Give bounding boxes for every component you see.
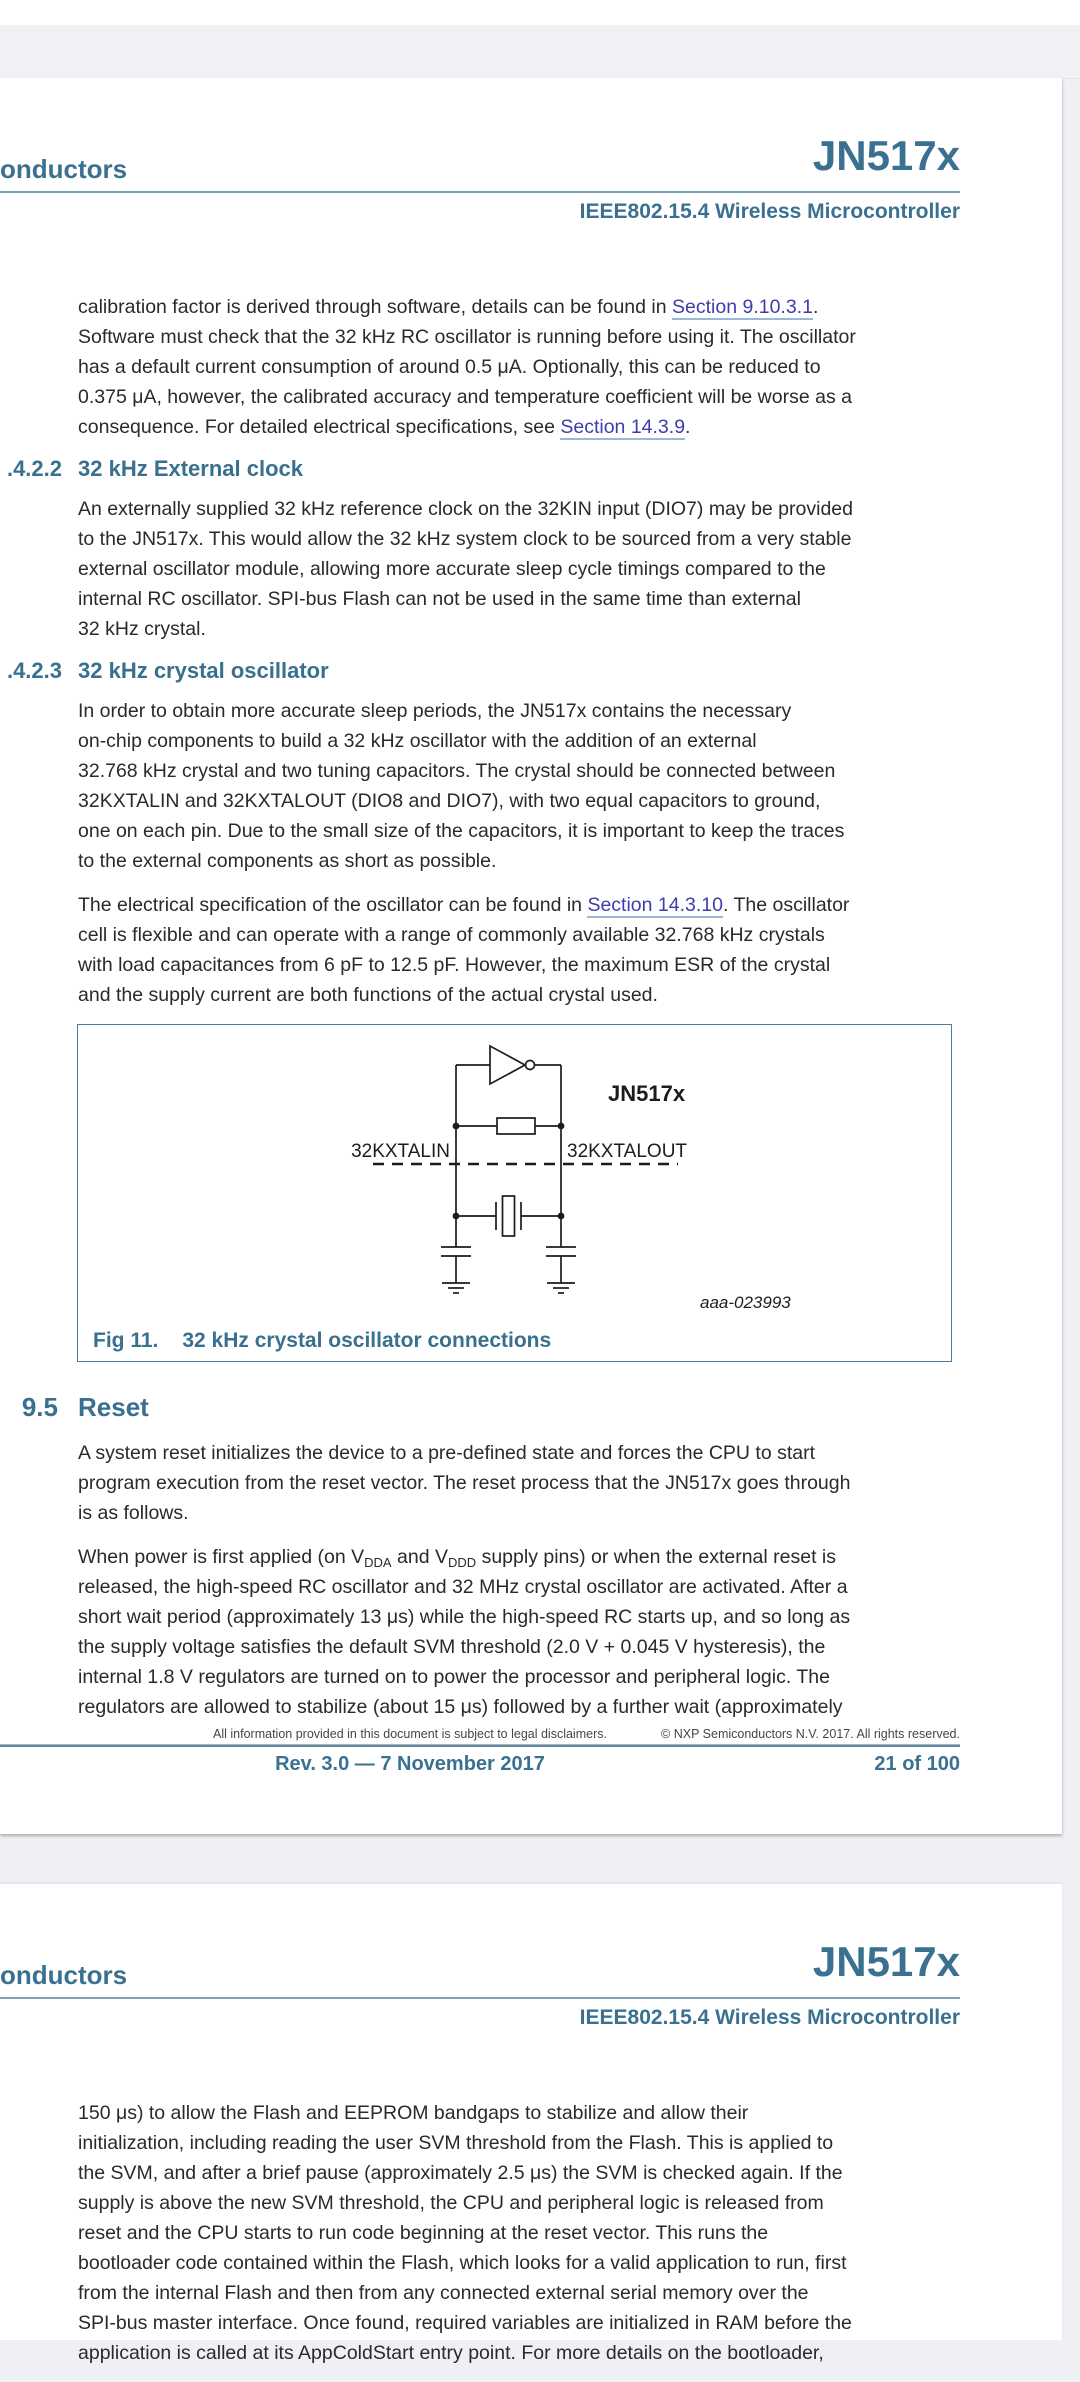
text-line xyxy=(78,816,960,846)
text-line xyxy=(78,1468,960,1498)
text-run: In order to obtain more accurate sleep periods, the JN517x contains the necessary xyxy=(78,700,792,722)
text-run: the SVM, and after a brief pause (approximately 2.5 μs) the SVM is checked again. If the xyxy=(78,2162,843,2184)
pin-label-32kxtalin: 32KXTALIN xyxy=(351,1141,450,1162)
figure-caption-text: 32 kHz crystal oscillator connections xyxy=(182,1329,552,1352)
text-line xyxy=(78,846,960,876)
section-heading-text: 32 kHz crystal oscillator xyxy=(78,658,329,683)
text-run: released, the high-speed RC oscillator and 32 MHz crystal oscillator are activated. After a xyxy=(78,1576,848,1598)
copyright-text: © NXP Semiconductors N.V. 2017. All rights reserved. xyxy=(661,1727,960,1741)
text-run: internal RC oscillator. SPI-bus Flash can not be used in the same time than external xyxy=(78,588,801,610)
viewer-toolbar-strip xyxy=(0,25,1080,79)
text-run: A system reset initializes the device to a pre-defined state and forces the CPU to start xyxy=(78,1442,816,1464)
text-line xyxy=(78,352,960,382)
paragraph xyxy=(78,2098,960,2368)
section-number: .4.2.3 xyxy=(6,658,62,683)
page-header xyxy=(0,78,960,228)
text-run: external oscillator module, allowing more accurate sleep cycle timings compared to the xyxy=(78,558,826,580)
text-line xyxy=(78,382,960,412)
page-1 xyxy=(0,78,1062,1834)
text-run: reset and the CPU starts to run code beginning at the reset vector. This runs the xyxy=(78,2222,769,2244)
text-line xyxy=(78,890,960,920)
text-line xyxy=(78,584,960,614)
text-run: from the internal Flash and then from any connected external serial memory over the xyxy=(78,2282,809,2304)
text-run: short wait period (approximately 13 μs) while the high-speed RC starts up, and so long as xyxy=(78,1606,851,1628)
page-1-body xyxy=(6,292,960,1736)
section-heading-text: 32 kHz External clock xyxy=(78,456,304,481)
paragraph xyxy=(78,1542,960,1722)
status-bar-strip xyxy=(0,0,1080,25)
text-line xyxy=(78,786,960,816)
text-run: 32 kHz crystal. xyxy=(78,618,206,640)
document-subtitle: IEEE802.15.4 Wireless Microcontroller xyxy=(579,2006,960,2029)
body-flow-before-figure xyxy=(6,292,960,1010)
inverter-symbol xyxy=(456,1046,561,1084)
text-line xyxy=(78,1498,960,1528)
paragraph xyxy=(78,494,960,644)
text-line xyxy=(78,2218,960,2248)
paragraph xyxy=(78,890,960,1010)
text-line xyxy=(78,554,960,584)
text-line xyxy=(78,1438,960,1468)
figure-caption xyxy=(93,1329,551,1353)
text-run: the supply voltage satisfies the default SVM threshold (2.0 V + 0.045 V hysteresis), the xyxy=(78,1636,826,1658)
text-run: . The oscillator xyxy=(722,894,850,916)
text-line xyxy=(78,2278,960,2308)
text-line xyxy=(78,756,960,786)
text-line xyxy=(78,920,960,950)
header-rule xyxy=(0,191,960,193)
section-cross-reference-link[interactable]: Section 14.3.9 xyxy=(560,416,686,438)
page-header xyxy=(0,1884,960,2034)
text-run: The electrical specification of the oscillator can be found in xyxy=(78,894,588,916)
text-run: 150 μs) to allow the Flash and EEPROM bandgaps to stabilize and allow their xyxy=(78,2102,749,2124)
paragraph xyxy=(78,292,960,442)
resistor-symbol xyxy=(456,1118,561,1134)
text-run: application is called at its AppColdStart entry point. For more details on the bootloader, xyxy=(78,2342,824,2364)
crystal-symbol xyxy=(456,1196,561,1236)
capacitor-symbol-left xyxy=(441,1247,471,1283)
junction-dots xyxy=(453,1123,565,1220)
figure-11-box xyxy=(77,1024,952,1362)
section-cross-reference-link[interactable]: Section 9.10.3.1 xyxy=(672,296,813,318)
text-line xyxy=(78,1632,960,1662)
text-run: 32KXTALIN and 32KXTALOUT (DIO8 and DIO7), with two equal capacitors to ground, xyxy=(78,790,821,812)
section-number: 9.5 xyxy=(21,1392,58,1422)
page-footer xyxy=(0,1727,960,1787)
text-run: internal 1.8 V regulators are turned on to power the processor and peripheral logic. The xyxy=(78,1666,830,1688)
subscript-text: DDD xyxy=(447,1555,477,1570)
text-line xyxy=(78,2248,960,2278)
text-run: consequence. For detailed electrical specifications, see xyxy=(78,416,561,438)
text-line xyxy=(78,412,960,442)
text-run: regulators are allowed to stabilize (about 15 μs) followed by a further wait (approximately xyxy=(78,1696,843,1718)
text-run: SPI-bus master interface. Once found, required variables are initialized in RAM before the xyxy=(78,2312,852,2334)
text-line xyxy=(78,1662,960,1692)
text-run: When power is first applied (on V xyxy=(78,1546,365,1568)
text-run: cell is flexible and can operate with a range of commonly available 32.768 kHz crystals xyxy=(78,924,825,946)
paragraph xyxy=(78,1438,960,1528)
text-line xyxy=(78,524,960,554)
body-flow-page-2 xyxy=(78,2098,960,2368)
ground-symbol-right xyxy=(547,1283,575,1293)
text-line xyxy=(78,2158,960,2188)
header-rule xyxy=(0,1997,960,1999)
document-title: JN517x xyxy=(812,1938,960,1985)
company-name-fragment: onductors xyxy=(0,154,128,184)
text-run: An externally supplied 32 kHz reference clock on the 32KIN input (DIO7) may be provided xyxy=(78,498,853,520)
text-run: is as follows. xyxy=(78,1502,189,1524)
text-line xyxy=(78,292,960,322)
page-2 xyxy=(0,1884,1062,2364)
body-flow-after-figure xyxy=(21,1392,960,1722)
text-line xyxy=(78,2098,960,2128)
text-line xyxy=(78,1692,960,1722)
chip-label: JN517x xyxy=(608,1081,686,1106)
text-run: has a default current consumption of around 0.5 μA. Optionally, this can be reduced to xyxy=(78,356,821,378)
text-run: program execution from the reset vector. The reset process that the JN517x goes through xyxy=(78,1472,851,1494)
paragraph xyxy=(78,696,960,876)
text-run: . xyxy=(685,416,691,438)
text-line xyxy=(78,696,960,726)
text-line xyxy=(78,1572,960,1602)
section-heading-text: Reset xyxy=(78,1392,149,1422)
section-cross-reference-link[interactable]: Section 14.3.10 xyxy=(587,894,723,916)
document-title: JN517x xyxy=(812,132,960,179)
text-run: bootloader code contained within the Flash, which looks for a valid application to run, first xyxy=(78,2252,847,2274)
text-run: Software must check that the 32 kHz RC oscillator is running before using it. The oscillator xyxy=(78,326,856,348)
text-line xyxy=(78,980,960,1010)
company-name-fragment: onductors xyxy=(0,1960,128,1990)
section-heading xyxy=(6,658,960,684)
text-line xyxy=(78,2188,960,2218)
text-line xyxy=(78,1542,960,1572)
text-line xyxy=(78,950,960,980)
section-heading xyxy=(21,1392,960,1422)
capacitor-symbol-right xyxy=(546,1247,576,1283)
subscript-text: DDA xyxy=(364,1555,392,1570)
document-subtitle: IEEE802.15.4 Wireless Microcontroller xyxy=(579,200,960,223)
legal-disclaimer-text: All information provided in this document is subject to legal disclaimers. xyxy=(213,1727,607,1741)
text-run: to the JN517x. This would allow the 32 kHz system clock to be sourced from a very stable xyxy=(78,528,852,550)
text-line xyxy=(78,1602,960,1632)
text-run: initialization, including reading the user SVM threshold from the Flash. This is applied to xyxy=(78,2132,834,2154)
footer-revision: Rev. 3.0 — 7 November 2017 xyxy=(275,1753,545,1775)
text-run: 32.768 kHz crystal and two tuning capacitors. The crystal should be connected between xyxy=(78,760,836,782)
ground-symbol-left xyxy=(442,1283,470,1293)
text-line xyxy=(78,322,960,352)
text-run: and V xyxy=(391,1546,448,1568)
text-run: supply is above the new SVM threshold, the CPU and peripheral logic is released from xyxy=(78,2192,824,2214)
text-run: with load capacitances from 6 pF to 12.5 pF. However, the maximum ESR of the crystal xyxy=(78,954,831,976)
text-line xyxy=(78,2128,960,2158)
text-line xyxy=(78,614,960,644)
text-run: to the external components as short as possible. xyxy=(78,850,497,872)
section-number: .4.2.2 xyxy=(6,456,62,481)
text-run: supply pins) or when the external reset is xyxy=(476,1546,837,1568)
text-run: one on each pin. Due to the small size of the capacitors, it is important to keep the traces xyxy=(78,820,845,842)
footer-page-number: 21 of 100 xyxy=(874,1753,960,1775)
text-line xyxy=(78,494,960,524)
figure-reference-code: aaa-023993 xyxy=(700,1293,791,1312)
pin-label-32kxtalout: 32KXTALOUT xyxy=(567,1141,688,1162)
text-run: 0.375 μA, however, the calibrated accuracy and temperature coefficient will be worse as a xyxy=(78,386,852,408)
text-line xyxy=(78,2308,960,2338)
section-heading xyxy=(6,456,960,482)
text-line xyxy=(78,2338,960,2368)
text-run: calibration factor is derived through software, details can be found in xyxy=(78,296,673,318)
text-line xyxy=(78,726,960,756)
text-run: and the supply current are both functions of the actual crystal used. xyxy=(78,984,658,1006)
page-2-body xyxy=(78,2098,960,2382)
text-run: on-chip components to build a 32 kHz oscillator with the addition of an external xyxy=(78,730,757,752)
figure-number: Fig 11. xyxy=(93,1329,159,1352)
oscillator-circuit-diagram xyxy=(78,1025,950,1325)
footer-rule xyxy=(0,1744,960,1747)
text-run: . xyxy=(812,296,819,318)
